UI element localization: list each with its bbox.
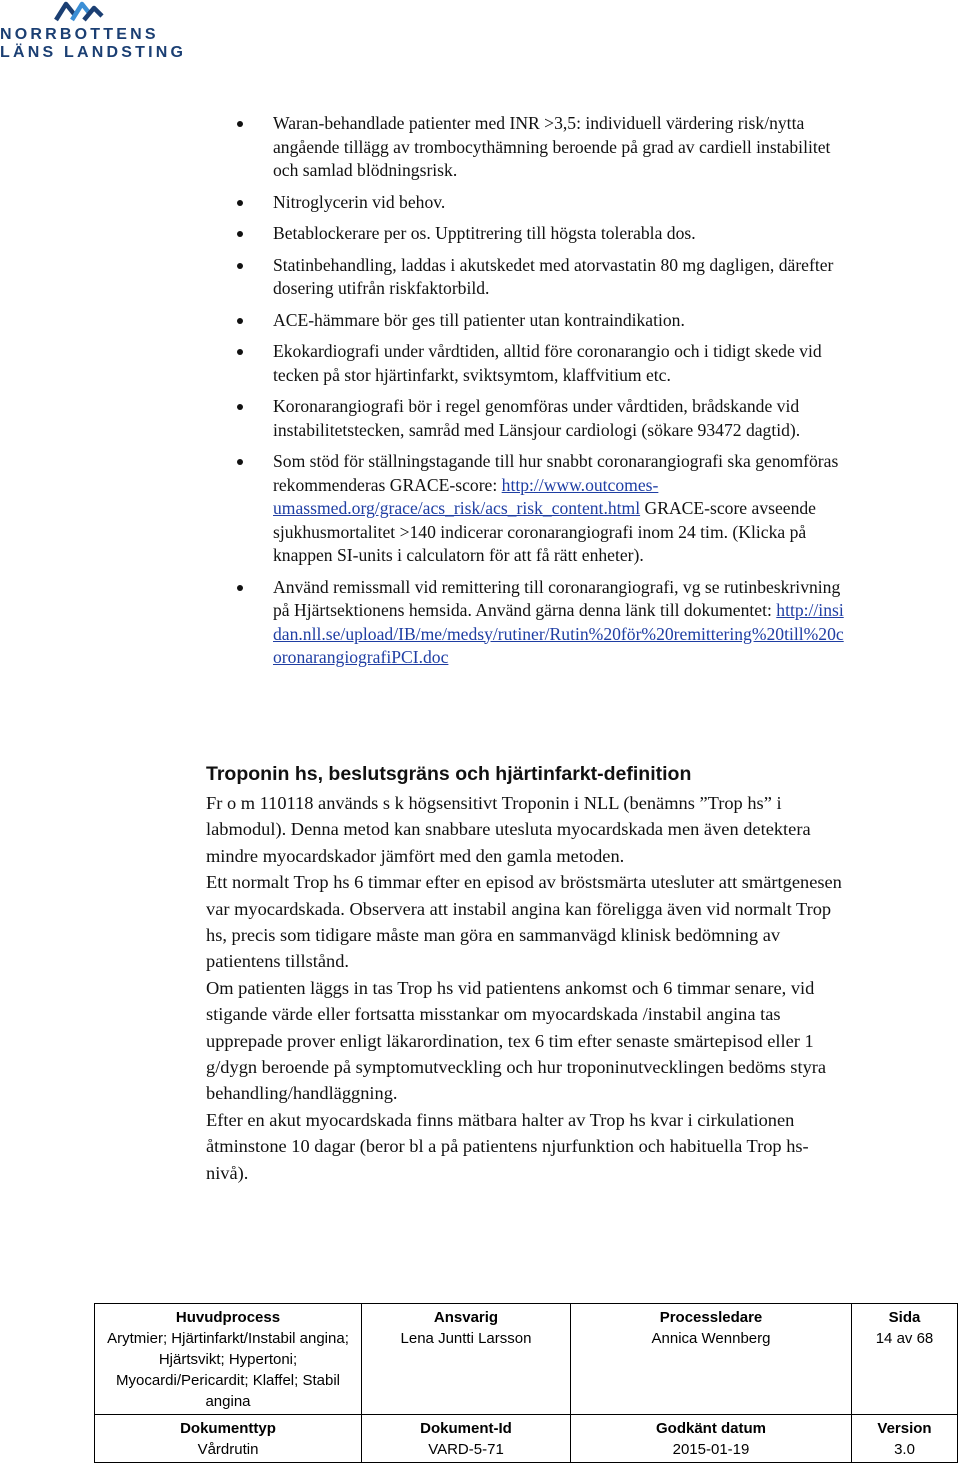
footer-cell-processledare: Processledare Annica Wennberg <box>571 1304 852 1415</box>
bullet-icon <box>237 231 243 237</box>
list-item: ACE-hämmare bör ges till patienter utan kontraindikation. <box>230 309 850 333</box>
paragraph: Fr o m 110118 används s k högsensitivt Troponin i NLL (benämns ”Trop hs” i labmodul). Denna metod kan snabbare utesluta myocardskada men även detektera mindre myocardskador jämfört med den gamla metoden. <box>206 793 811 866</box>
bullet-icon <box>237 404 243 410</box>
bullet-icon <box>237 459 243 465</box>
bullet-icon <box>237 585 243 591</box>
logo-text-line2: LÄNS LANDSTING <box>0 44 187 61</box>
logo-text-line1: NORRBOTTENS <box>0 26 159 43</box>
bullet-icon <box>237 200 243 206</box>
list-item: Som stöd för ställningstagande till hur snabbt coronarangiografi ska genomföras rekommenderas GRACE-score: http://www.outcomes-umassmed.org/grace/acs_risk/acs_risk_content.html GRACE-score avseende sjukhusmortalitet >140 indicerar coronarangiografi inom 24 tim. (Klicka på knappen SI-units i calculatorn för att få rätt enheter). <box>230 450 850 568</box>
footer-cell-version: Version 3.0 <box>852 1415 958 1463</box>
section-body <box>206 790 846 1186</box>
footer-cell-ansvarig: Ansvarig Lena Juntti Larsson <box>362 1304 571 1415</box>
bullet-icon <box>237 263 243 269</box>
bullet-icon <box>237 121 243 127</box>
logo-mark-icon <box>54 0 104 24</box>
paragraph: Efter en akut myocardskada finns mätbara halter av Trop hs kvar i cirkulationen åtminstone 10 dagar (beror bl a på patientens njurfunktion och habituella Trop hs-nivå). <box>206 1109 809 1183</box>
list-item: Waran-behandlade patienter med INR >3,5: individuell värdering risk/nytta angående tillägg av trombocythämning beroende på grad av cardiell instabilitet och samlad blödningsrisk. <box>230 112 850 183</box>
list-item: Statinbehandling, laddas i akutskedet med atorvastatin 80 mg dagligen, därefter dosering utifrån riskfaktorbild. <box>230 254 850 301</box>
list-item: Använd remissmall vid remittering till coronarangiografi, vg se rutinbeskrivning på Hjärtsektionens hemsida. Använd gärna denna länk till dokumentet: http://insidan.nll.se/upload/IB/me/medsy/rutiner/Rutin%20för%20remittering%20till%20coronarangiografiPCI.doc <box>230 576 850 670</box>
document-footer-table <box>94 1303 958 1463</box>
footer-cell-godkant-datum: Godkänt datum 2015-01-19 <box>571 1415 852 1463</box>
list-item: Ekokardiografi under vårdtiden, alltid före coronarangio och i tidigt skede vid tecken på stor hjärtinfarkt, sviktsymtom, klaffvitium etc. <box>230 340 850 387</box>
list-item: Koronarangiografi bör i regel genomföras under vårdtiden, brådskande vid instabilitetstecken, samråd med Länsjour cardiologi (sökare 93472 dagtid). <box>230 395 850 442</box>
bullet-icon <box>237 318 243 324</box>
section-heading: Troponin hs, beslutsgräns och hjärtinfarkt-definition <box>206 763 692 785</box>
treatment-bullet-list <box>230 112 850 678</box>
footer-cell-sida: Sida 14 av 68 <box>852 1304 958 1415</box>
paragraph: Ett normalt Trop hs 6 timmar efter en episod av bröstsmärta utesluter att smärtgenesen var myocardskada. Observera att instabil angina kan föreligga även vid normalt Trop hs, precis som tidigare måste man göra en sammanvägd klinisk bedömning av patientens tillstånd. <box>206 872 842 972</box>
footer-cell-dokumentid: Dokument-Id VARD-5-71 <box>362 1415 571 1463</box>
footer-cell-huvudprocess: Huvudprocess Arytmier; Hjärtinfarkt/Instabil angina; Hjärtsvikt; Hypertoni; Myocardi/Pericardit; Klaffel; Stabil angina <box>95 1304 362 1415</box>
footer-cell-dokumenttyp: Dokumenttyp Vårdrutin <box>95 1415 362 1463</box>
organization-logo <box>0 0 187 62</box>
list-item: Nitroglycerin vid behov. <box>230 191 850 215</box>
bullet-icon <box>237 349 243 355</box>
paragraph: Om patienten läggs in tas Trop hs vid patientens ankomst och 6 timmar senare, vid stigande värde eller fortsatta misstankar om myocardskada /instabil angina tas upprepade prover enligt läkarordination, tex 6 tim efter senaste smärtepisod eller 1 g/dygn beroende på symptomutveckling och hur troponinutvecklingen bedöms styra behandling/handläggning. <box>206 977 827 1104</box>
remiss-document-link[interactable]: http://insidan.nll.se/upload/IB/me/medsy/rutiner/Rutin%20för%20remittering%20till%20coronarangiografiPCI.doc <box>273 600 844 667</box>
list-item: Betablockerare per os. Upptitrering till högsta tolerabla dos. <box>230 222 850 246</box>
grace-score-link[interactable]: http://www.outcomes-umassmed.org/grace/acs_risk/acs_risk_content.html <box>273 474 659 518</box>
